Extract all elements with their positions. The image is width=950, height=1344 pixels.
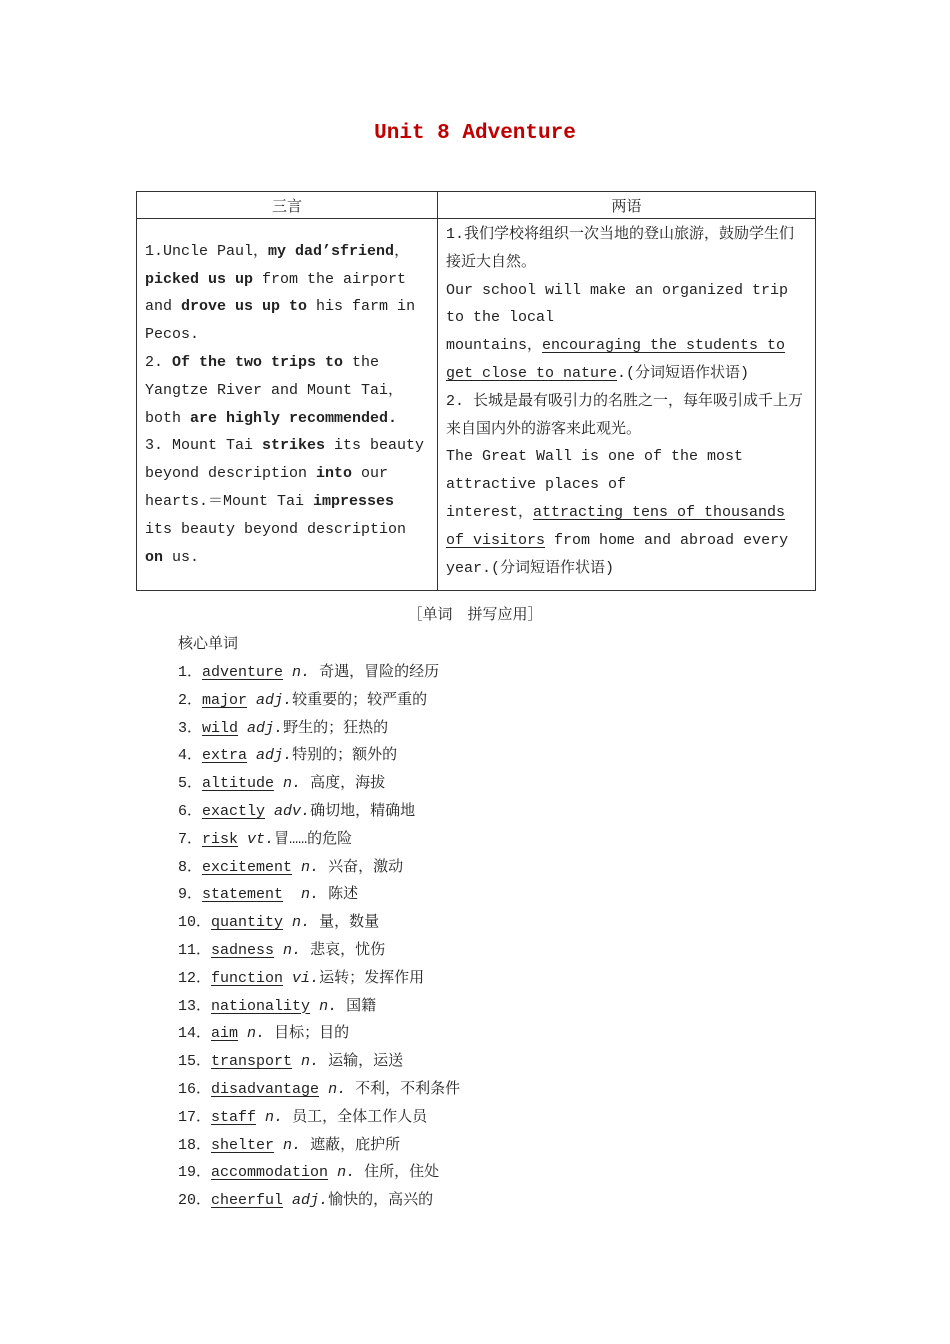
vocab-word: function (211, 969, 284, 987)
vocab-number: 10． (178, 914, 212, 932)
vocab-meaning: 特别的；额外的 (292, 747, 398, 765)
vocab-item (178, 881, 460, 909)
vocab-item (178, 1076, 460, 1104)
vocab-word: transport (211, 1053, 293, 1071)
vocab-pos: n. (292, 886, 320, 904)
sentence-segment: strikes (262, 437, 326, 455)
vocab-pos: n. (292, 664, 311, 681)
sentence-segment: on (145, 548, 164, 566)
vocab-meaning: 高度，海拔 (301, 775, 386, 793)
vocab-number: 15． (178, 1053, 212, 1071)
vocab-item (178, 1104, 460, 1132)
vocab-number: 14． (178, 1025, 212, 1043)
vocab-word: accommodation (211, 1164, 329, 1182)
vocab-number: 18． (178, 1136, 212, 1154)
vocab-meaning: 冒……的危险 (274, 830, 353, 848)
vocab-meaning: 兴奋，激动 (319, 858, 404, 876)
vocab-meaning: 遮蔽，庇护所 (301, 1136, 401, 1154)
sentence-segment: 3. Mount Tai (145, 437, 263, 455)
vocab-pos: n. (337, 1164, 356, 1182)
vocab-meaning: 陈述 (319, 886, 359, 904)
phrase-table (136, 191, 816, 591)
vocab-item (178, 659, 460, 687)
vocab-meaning: 愉快的，高兴的 (328, 1192, 434, 1210)
vocab-pos: n. (301, 858, 320, 876)
example-1-english: Our school will make an organized trip to the local mountains，encouraging the students to get close to nature.(分词短语作状语) (446, 281, 789, 382)
vocab-number: 19． (178, 1164, 212, 1182)
vocab-number: 11． (178, 941, 212, 959)
vocab-pos: vt. (247, 830, 275, 848)
sentence-segment: 1.Uncle Paul， (145, 242, 269, 260)
sentence-segment: my dad’s (268, 242, 341, 260)
vocab-word: major (202, 691, 248, 709)
vocab-word: quantity (211, 914, 284, 932)
vocab-item (178, 1020, 460, 1048)
sentence-segment: drove us up to (181, 298, 308, 316)
vocab-pos: n. (283, 941, 302, 959)
example-2-chinese: 2. 长城是最有吸引力的名胜之一，每年吸引成千上万来自国内外的游客来此观光。 (446, 392, 804, 438)
header-sanyan: 三言 (137, 192, 438, 219)
vocab-meaning: 量，数量 (310, 914, 380, 932)
vocab-pos: n. (283, 775, 302, 793)
vocab-item (178, 798, 460, 826)
vocab-number: 1． (178, 664, 203, 681)
vocab-pos: adv. (274, 802, 311, 820)
vocab-number: 16． (178, 1080, 212, 1098)
vocab-word: disadvantage (211, 1080, 320, 1098)
vocab-item (178, 826, 460, 854)
vocab-word: exactly (202, 802, 266, 820)
vocab-meaning: 目标；目的 (265, 1025, 350, 1043)
vocab-meaning: 运转；发挥作用 (319, 969, 425, 987)
vocab-word: aim (211, 1025, 239, 1043)
vocab-pos: vi. (292, 969, 320, 987)
vocab-pos: adj. (247, 719, 284, 737)
sentence-segment: us. (163, 548, 200, 566)
sentence-2 (145, 349, 429, 432)
sentence-segment: impresses (313, 493, 395, 511)
example-1-answer: encouraging the students to get close to nature (446, 337, 786, 382)
header-liangyu: 两语 (438, 192, 816, 219)
sentence-3 (145, 432, 429, 571)
vocab-list (178, 659, 460, 1215)
vocab-pos: adj. (256, 691, 293, 709)
sentence-1 (145, 238, 429, 349)
vocab-number: 20． (178, 1192, 212, 1210)
vocab-pos: adj. (256, 747, 293, 765)
vocab-meaning: 较重要的；较严重的 (292, 691, 428, 709)
vocab-item (178, 1159, 460, 1187)
vocab-number: 12． (178, 969, 212, 987)
vocab-pos: n. (319, 997, 338, 1015)
vocab-item (178, 1048, 460, 1076)
subsection-title: 核心单词 (178, 636, 239, 653)
example-2-english: The Great Wall is one of the most attractive places of interest，attracting tens of thousands of visitors from home and abroad every year.(分词短语作状语) (446, 448, 789, 577)
sentence-segment: the Yangtze River and Mount Tai，both (145, 354, 404, 427)
vocab-pos: n. (292, 914, 311, 932)
right-cell (438, 219, 816, 591)
sentence-segment: our hearts.＝Mount Tai (145, 465, 389, 511)
vocab-item (178, 715, 460, 743)
left-cell (137, 219, 438, 591)
vocab-word: altitude (202, 775, 275, 793)
vocab-meaning: 运输，运送 (319, 1053, 404, 1071)
sentence-segment: friend (340, 242, 395, 260)
sentence-segment: Of the two trips to (172, 354, 344, 372)
vocab-item (178, 937, 460, 965)
vocab-pos: n. (301, 1053, 320, 1071)
vocab-word: staff (211, 1108, 257, 1126)
vocab-number: 13． (178, 997, 212, 1015)
sentence-segment: ， (394, 242, 410, 260)
vocab-word: shelter (211, 1136, 275, 1154)
vocab-item (178, 993, 460, 1021)
vocab-pos: n. (265, 1108, 284, 1126)
vocab-item (178, 1132, 460, 1160)
vocab-number: 4． (178, 747, 203, 765)
vocab-item (178, 965, 460, 993)
vocab-word: excitement (202, 858, 293, 876)
vocab-meaning: 住所，住处 (355, 1164, 440, 1182)
vocab-pos: n. (283, 1136, 302, 1154)
sentence-segment: its beauty beyond description (145, 437, 425, 483)
vocab-meaning: 野生的；狂热的 (283, 719, 389, 737)
vocab-item (178, 742, 460, 770)
vocab-item (178, 909, 460, 937)
sentence-segment: from the airport and (145, 270, 407, 316)
sentence-segment: into (316, 465, 353, 483)
sentence-segment: picked us up (145, 270, 254, 288)
vocab-number: 17． (178, 1108, 212, 1126)
vocab-meaning: 国籍 (337, 997, 377, 1015)
vocab-number: 8． (178, 858, 203, 876)
sentence-segment: his farm in Pecos. (145, 298, 416, 344)
vocab-number: 9． (178, 886, 203, 904)
page-title: Unit 8 Adventure (374, 122, 576, 145)
vocab-number: 3． (178, 719, 203, 737)
vocab-number: 5． (178, 775, 203, 793)
vocab-number: 7． (178, 830, 203, 848)
vocab-meaning: 悲哀，忧伤 (301, 941, 386, 959)
example-2-answer: attracting tens of thousands of visitors (446, 503, 786, 549)
vocab-item (178, 1187, 460, 1215)
vocab-word: risk (202, 830, 239, 848)
sentence-segment: 2. (145, 354, 173, 372)
vocab-number: 2． (178, 691, 203, 709)
vocab-meaning: 确切地，精确地 (310, 802, 416, 820)
example-1-chinese: 1.我们学校将组织一次当地的登山旅游，鼓励学生们接近大自然。 (446, 226, 795, 271)
vocab-word: extra (202, 747, 248, 765)
sentence-segment: its beauty beyond description (145, 520, 407, 538)
vocab-meaning: 员工，全体工作人员 (283, 1108, 428, 1126)
vocab-pos: adj. (292, 1192, 329, 1210)
vocab-word: nationality (211, 997, 311, 1015)
vocab-pos: n. (247, 1025, 266, 1043)
vocab-meaning: 不利，不利条件 (346, 1080, 461, 1098)
vocab-word: cheerful (211, 1192, 284, 1210)
vocab-word: statement (202, 886, 284, 904)
vocab-number: 6． (178, 802, 203, 820)
vocab-word: wild (202, 719, 239, 737)
vocab-meaning: 奇遇，冒险的经历 (310, 664, 440, 681)
vocab-item (178, 770, 460, 798)
vocab-word: adventure (202, 664, 284, 681)
sentence-segment: are highly recommended. (190, 409, 398, 427)
vocab-item (178, 854, 460, 882)
vocab-pos: n. (328, 1080, 347, 1098)
vocab-item (178, 687, 460, 715)
vocab-word: sadness (211, 941, 275, 959)
section-title: ［单词 拼写应用］ (407, 607, 543, 624)
